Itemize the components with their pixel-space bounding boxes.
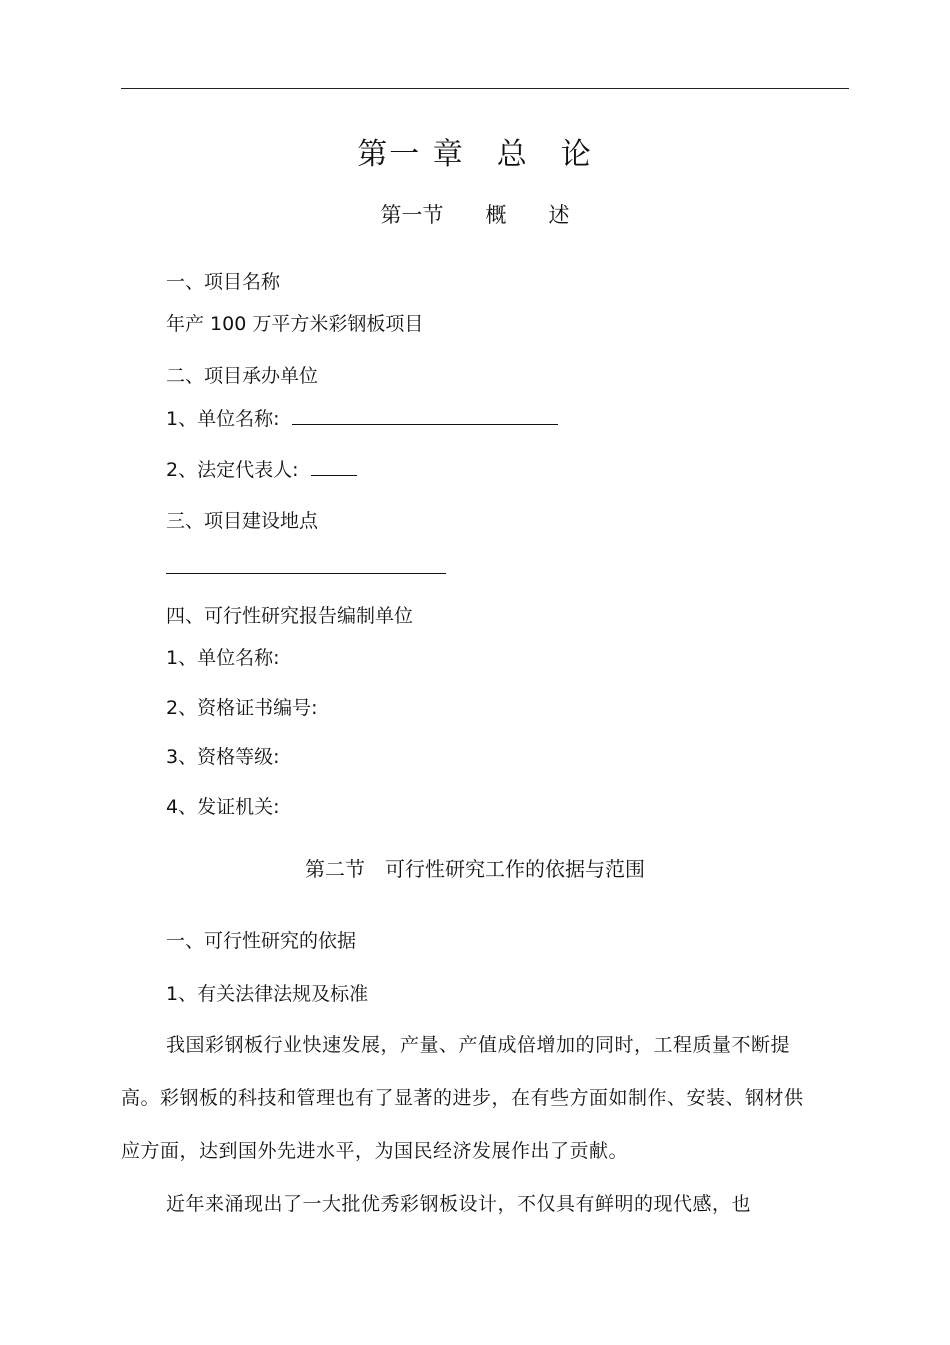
cert-number-label: 2、资格证书编号: [166, 697, 318, 719]
header-rule [121, 88, 849, 89]
issuer-label: 4、发证机关: [166, 796, 280, 818]
report-unit-name-label: 1、单位名称: [166, 647, 280, 669]
report-unit-heading: 四、可行性研究报告编制单位 [166, 605, 414, 627]
section-title-basis-scope: 第二节 可行性研究工作的依据与范围 [305, 857, 645, 881]
chapter-title: 第一 章 总 论 [357, 137, 593, 172]
legal-rep-blank [311, 455, 357, 476]
legal-rep-label: 2、法定代表人: [166, 459, 299, 481]
project-name-value: 年产 100 万平方米彩钢板项目 [166, 313, 424, 335]
site-blank [166, 573, 446, 574]
undertaker-heading: 二、项目承办单位 [166, 365, 319, 387]
cert-grade-label: 3、资格等级: [166, 746, 280, 768]
project-name-heading: 一、项目名称 [166, 271, 281, 293]
site-heading: 三、项目建设地点 [166, 510, 319, 532]
undertaker-name-blank [292, 404, 558, 425]
body-paragraph: 我国彩钢板行业快速发展，产量、产值成倍增加的同时，工程质量不断提高。彩钢板的科技和管理也有了显著的进步，在有些方面如制作、安装、钢材供应方面，达到国外先进水平，为国民经济发展作出了贡献。 [121, 1034, 804, 1162]
laws-heading: 1、有关法律法规及标准 [166, 983, 369, 1005]
basis-heading: 一、可行性研究的依据 [166, 930, 357, 952]
legal-rep-row [166, 455, 357, 485]
body-paragraph-continued: 近年来涌现出了一大批优秀彩钢板设计，不仅具有鲜明的现代感，也 [166, 1193, 752, 1215]
undertaker-name-label: 1、单位名称: [166, 408, 280, 430]
section-title-overview: 第一节 概 述 [380, 203, 570, 227]
undertaker-name-row [166, 404, 558, 434]
